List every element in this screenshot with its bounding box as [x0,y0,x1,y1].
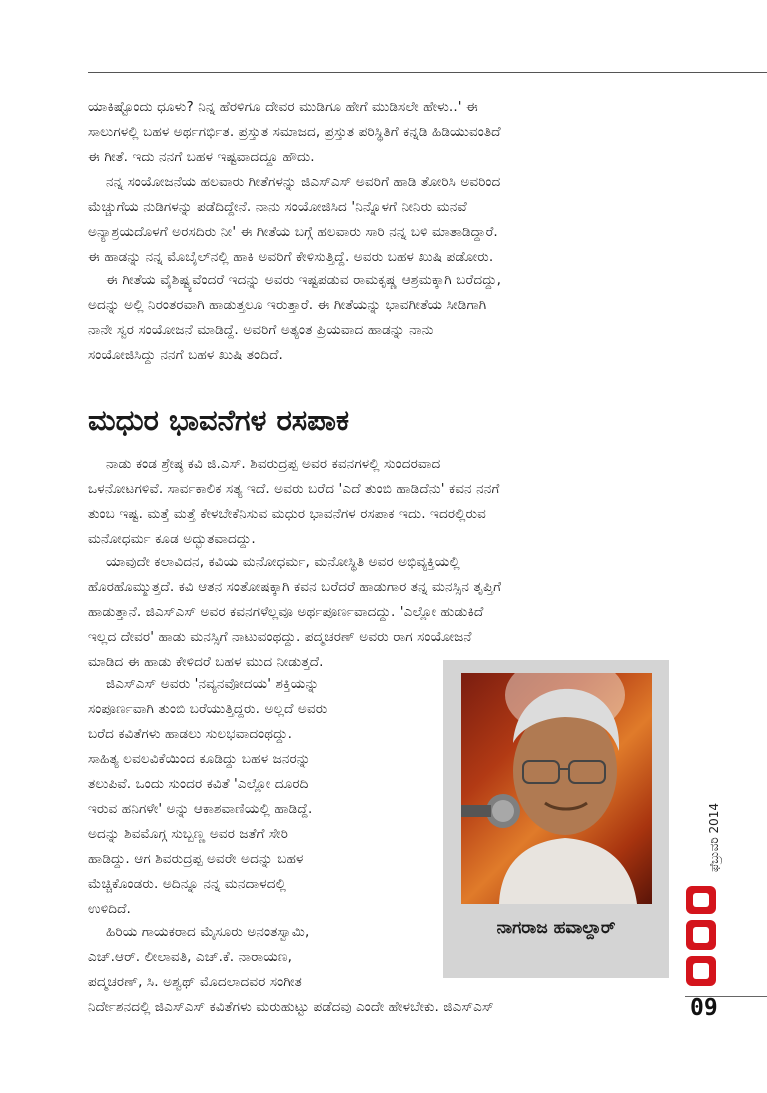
text-line: ಸಾಹಿತ್ಯ ಲವಲವಿಕೆಯಿಂದ ಕೂಡಿದ್ದು ಬಹಳ ಜನರನ್ನು [88,751,311,767]
text-line: ನನ್ನ ಸಂಯೋಜನೆಯ ಹಲವಾರು ಗೀತೆಗಳನ್ನು ಜಿಎಸ್‌ಎಸ್ ಅವರಿಗೆ ಹಾಡಿ ತೋರಿಸಿ ಅವರಿಂದ [106,174,501,190]
text-line: ಅನ್ಯಾಶ್ರಯದೊಳಗೆ ಅರಸದಿರು ನೀ' ಈ ಗೀತೆಯ ಬಗ್ಗೆ ಹಲವಾರು ಸಾರಿ ನನ್ನ ಬಳಿ ಮಾತಾಡಿದ್ದಾರೆ. [88,224,498,240]
text-line: ನಾಡು ಕಂಡ ಶ್ರೇಷ್ಠ ಕವಿ ಜಿ.ಎಸ್. ಶಿವರುದ್ರಪ್ಪ ಅವರ ಕವನಗಳಲ್ಲಿ ಸುಂದರವಾದ [106,456,441,472]
paragraph-3 [88,268,688,368]
text-line: ಮಾಡಿದ ಈ ಹಾಡು ಕೇಳಿದರೆ ಬಹಳ ಮುದ ನೀಡುತ್ತದೆ. [88,654,324,670]
text-line: ಹಾಡಿದ್ದು. ಆಗ ಶಿವರುದ್ರಪ್ಪ ಅವರೇ ಅದನ್ನು ಬಹಳ [88,851,304,867]
magazine-logo-icon [684,884,718,988]
page-number: 09 [690,995,718,1021]
text-line: ನಿರ್ದೇಶನದಲ್ಲಿ ಜಿಎಸ್‌ಎಸ್ ಕವಿತೆಗಳು ಮರುಹುಟ್ಟು ಪಡೆದವು ಎಂದೇ ಹೇಳಬೇಕು. ಜಿಎಸ್‌ಎಸ್ [88,999,494,1015]
text-line: ಮೆಚ್ಚಿಕೊಂಡರು. ಅದಿನ್ನೂ ನನ್ನ ಮನದಾಳದಲ್ಲಿ [88,876,287,892]
text-line: ಮೆಚ್ಚುಗೆಯ ನುಡಿಗಳನ್ನು ಪಡೆದಿದ್ದೇನೆ. ನಾನು ಸಂಯೋಜಿಸಿದ 'ನಿನ್ನೊಳಗೆ ನೀನಿರು ಮನವೆ [88,199,467,215]
text-line: ಮನೋಧರ್ಮ ಕೂಡ ಅದ್ಭುತವಾದದ್ದು. [88,531,256,547]
text-line: ಈ ಗೀತೆಯ ವೈಶಿಷ್ಟ್ಯವೆಂದರೆ ಇದನ್ನು ಅವರು ಇಷ್ಟಪಡುವ ರಾಮಕೃಷ್ಣ ಆಶ್ರಮಕ್ಕಾಗಿ ಬರೆದದ್ದು, [106,272,502,288]
top-rule [88,72,767,73]
text-line: ಯಾಕಿಷ್ಟೊಂದು ಧೂಳು? ನಿನ್ನ ಹೆರಳಿಗೂ ದೇವರ ಮುಡಿಗೂ ಹೇಗೆ ಮುಡಿಸಲೇ ಹೇಳು..' ಈ [88,99,478,115]
text-line: ಈ ಹಾಡನ್ನು ನನ್ನ ಮೊಬೈಲ್‌ನಲ್ಲಿ ಹಾಕಿ ಅವರಿಗೆ ಕೇಳಿಸುತ್ತಿದ್ದೆ. ಅವರು ಬಹಳ ಖುಷಿ ಪಡೋರು. [88,249,494,265]
issue-date: ಫೆಬ್ರುವರಿ 2014 [707,802,721,872]
text-line: ತುಂಬ ಇಷ್ಟ. ಮತ್ತೆ ಮತ್ತೆ ಕೇಳಬೇಕೆನಿಸುವ ಮಧುರ ಭಾವನೆಗಳ ರಸಪಾಕ ಇದು. ಇದರಲ್ಲಿರುವ [88,506,486,522]
paragraph-2 [88,170,688,270]
paragraph-6 [88,672,433,922]
text-line: ಸಂಯೋಜಿಸಿದ್ದು ನನಗೆ ಬಹಳ ಖುಷಿ ತಂದಿದೆ. [88,347,283,363]
paragraph-8 [88,995,688,1020]
paragraph-4 [88,452,688,552]
paragraph-7 [88,920,433,995]
text-line: ಈ ಗೀತೆ. ಇದು ನನಗೆ ಬಹಳ ಇಷ್ಟವಾದದ್ದೂ ಹೌದು. [88,149,315,165]
text-line: ನಾನೇ ಸ್ವರ ಸಂಯೋಜನೆ ಮಾಡಿದ್ದೆ. ಅವರಿಗೆ ಅತ್ಯಂತ ಪ್ರಿಯವಾದ ಹಾಡನ್ನು ನಾನು [88,322,434,338]
portrait-photo [461,673,652,904]
text-line: ಒಳನೋಟಗಳಿವೆ. ಸಾರ್ವಕಾಲಿಕ ಸತ್ಯ ಇದೆ. ಅವರು ಬರೆದ 'ಎದೆ ತುಂಬಿ ಹಾಡಿದೆನು' ಕವನ ನನಗೆ [88,481,500,497]
text-line: ಉಳಿದಿದೆ. [88,901,131,917]
text-line: ಹೊರಹೊಮ್ಮುತ್ತದೆ. ಕವಿ ಆತನ ಸಂತೋಷಕ್ಕಾಗಿ ಕವನ ಬರೆದರೆ ಹಾಡುಗಾರ ತನ್ನ ಮನಸ್ಸಿನ ತೃಪ್ತಿಗೆ [88,579,502,595]
text-line: ಹಾಡುತ್ತಾನೆ. ಜಿಎಸ್‌ಎಸ್ ಅವರ ಕವನಗಳೆಲ್ಲವೂ ಅರ್ಥಪೂರ್ಣವಾದದ್ದು. 'ಎಲ್ಲೋ ಹುಡುಕಿದೆ [88,604,484,620]
text-line: ಸಂಪೂರ್ಣವಾಗಿ ತುಂಬಿ ಬರೆಯುತ್ತಿದ್ದರು. ಅಲ್ಲದೆ ಅವರು [88,701,328,717]
paragraph-1 [88,95,688,170]
text-line: ತಲುಪಿವೆ. ಒಂದು ಸುಂದರ ಕವಿತೆ 'ಎಲ್ಲೋ ದೂರದಿ [88,776,309,792]
text-line: ಹಿರಿಯ ಗಾಯಕರಾದ ಮೈಸೂರು ಅನಂತಸ್ವಾಮಿ, [106,924,310,940]
section-heading: ಮಧುರ ಭಾವನೆಗಳ ರಸಪಾಕ [88,403,350,437]
text-line: ಸಾಲುಗಳಲ್ಲಿ ಬಹಳ ಅರ್ಥಗರ್ಭಿತ. ಪ್ರಸ್ತುತ ಸಮಾಜದ, ಪ್ರಸ್ತುತ ಪರಿಸ್ಥಿತಿಗೆ ಕನ್ನಡಿ ಹಿಡಿಯುವಂತಿದೆ [88,124,501,140]
text-line: ಬರೆದ ಕವಿತೆಗಳು ಹಾಡಲು ಸುಲಭವಾದಂಥದ್ದು. [88,726,292,742]
text-line: ಅದನ್ನು ಶಿವಮೊಗ್ಗ ಸುಬ್ಬಣ್ಣ ಅವರ ಜತೆಗೆ ಸೇರಿ [88,826,288,842]
text-line: ಇರುವ ಹನಿಗಳೇ' ಅನ್ನು ಆಕಾಶವಾಣಿಯಲ್ಲಿ ಹಾಡಿದ್ದೆ. [88,801,313,817]
text-line: ಯಾವುದೇ ಕಲಾವಿದನ, ಕವಿಯ ಮನೋಧರ್ಮ, ಮನೋಸ್ಥಿತಿ ಅವರ ಅಭಿವ್ಯಕ್ತಿಯಲ್ಲಿ [106,554,460,570]
portrait-illustration [461,673,652,904]
photo-caption: ನಾಗರಾಜ ಹವಾಲ್ದಾರ್ [496,918,616,938]
text-line: ಅದನ್ನು ಅಲ್ಲಿ ನಿರಂತರವಾಗಿ ಹಾಡುತ್ತಲೂ ಇರುತ್ತಾರೆ. ಈ ಗೀತೆಯನ್ನು ಭಾವಗೀತೆಯ ಸೀಡಿಗಾಗಿ [88,297,487,313]
text-line: ಜಿಎಸ್‌ಎಸ್ ಅವರು 'ನವ್ಯನವೋದಯ' ಶಕ್ತಿಯನ್ನು [106,676,320,692]
text-line: ಪದ್ಮಚರಣ್, ಸಿ. ಅಶ್ವಥ್ ಮೊದಲಾದವರ ಸಂಗೀತ [88,974,302,990]
text-line: ಇಲ್ಲದ ದೇವರ' ಹಾಡು ಮನಸ್ಸಿಗೆ ನಾಟುವಂಥದ್ದು. ಪದ್ಮಚರಣ್ ಅವರು ರಾಗ ಸಂಯೋಜನೆ [88,629,472,645]
text-line: ಎಚ್.ಆರ್. ಲೀಲಾವತಿ, ಎಚ್.ಕೆ. ನಾರಾಯಣ, [88,949,293,965]
paragraph-5 [88,550,688,675]
